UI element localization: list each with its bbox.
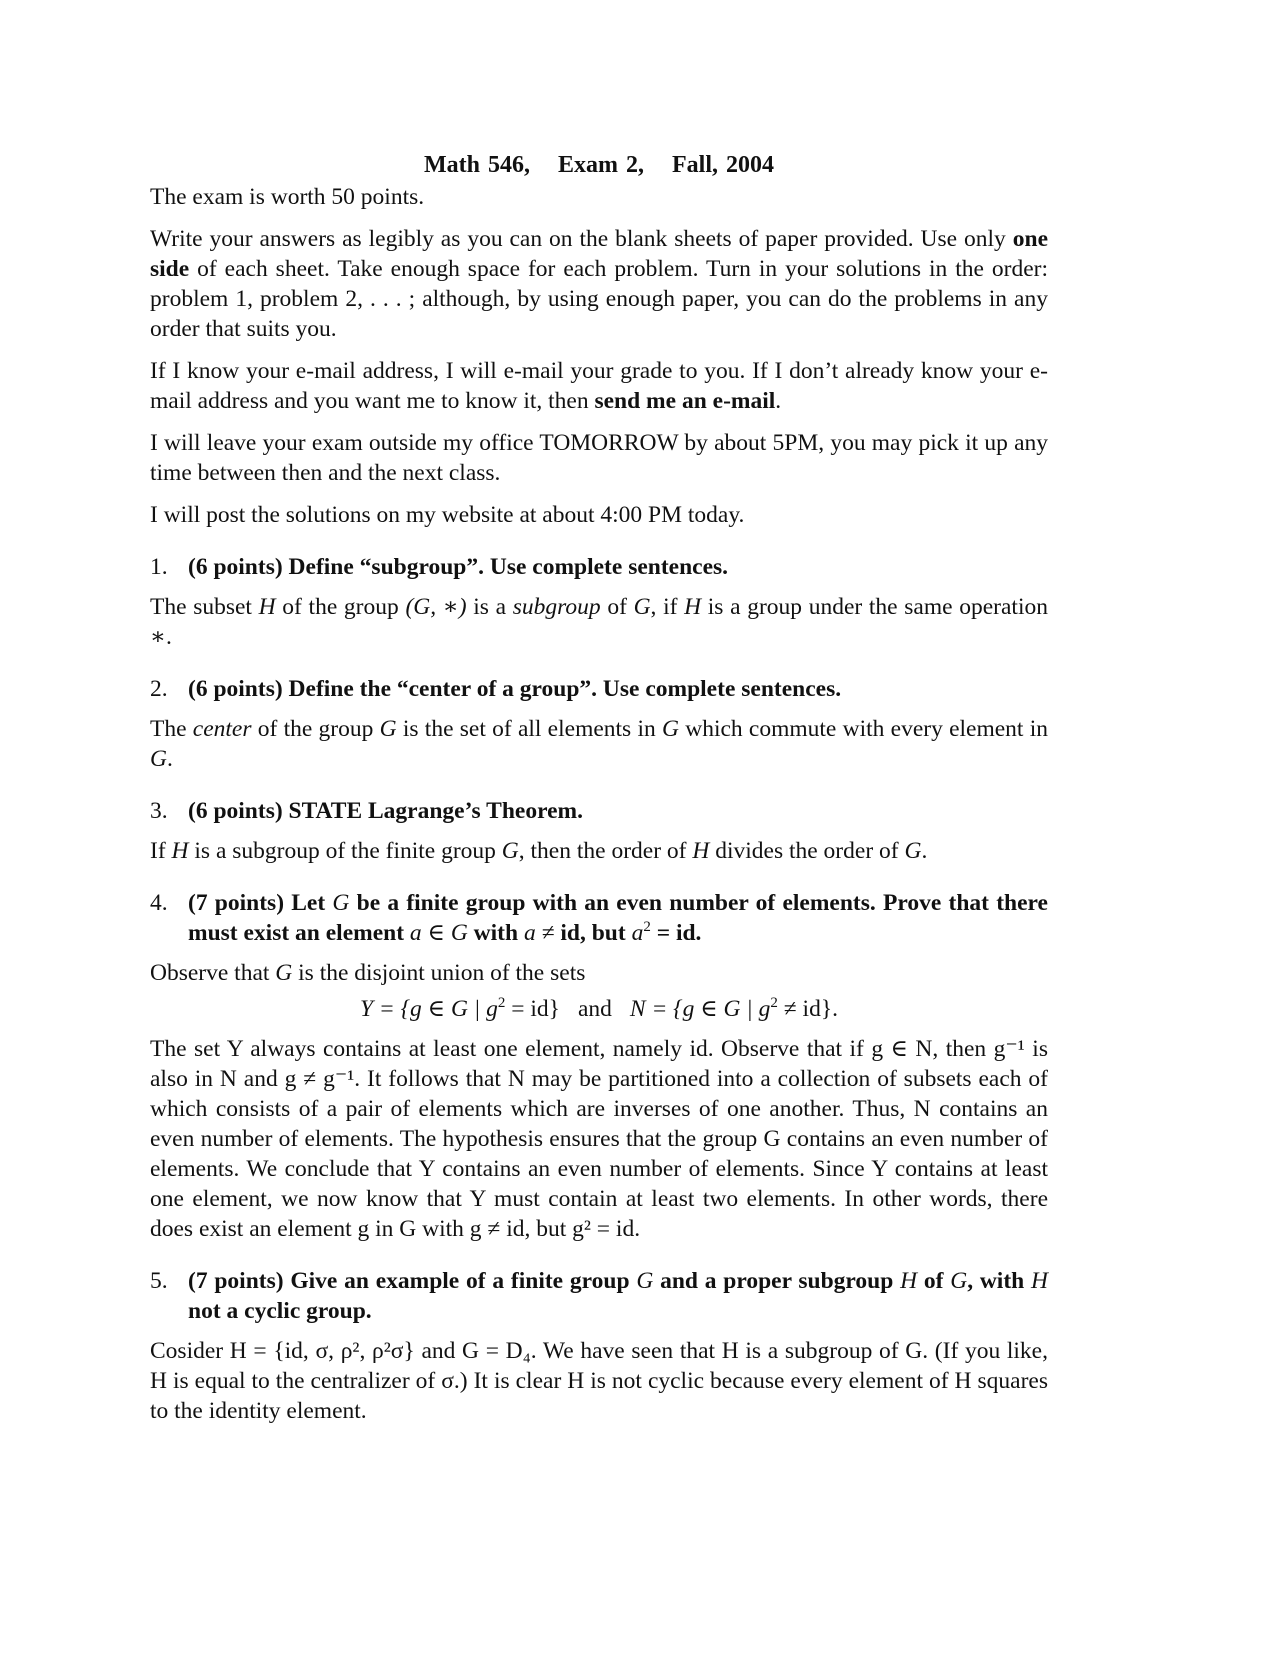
exponent: 2 bbox=[770, 995, 778, 1012]
question-text: of bbox=[917, 1268, 951, 1294]
question-text: (7 points) Let bbox=[188, 890, 333, 916]
answer-text: The subset bbox=[150, 594, 259, 620]
problem-number: 3. bbox=[150, 798, 168, 824]
instructions-paragraph bbox=[150, 224, 1048, 344]
set-n-end: ≠ id}. bbox=[777, 996, 838, 1022]
problem-5-answer: Cosider H = {id, σ, ρ², ρ²σ} and G = D₄. We have seen that H is a subgroup of G. (If you like, H is equal to the centralizer of σ.) It is clear H is not cyclic because every element of H squares to the identity element. bbox=[150, 1338, 1048, 1424]
pickup-paragraph: I will leave your exam outside my office TOMORROW by about 5PM, you may pick it up any time between then and the next class. bbox=[150, 430, 1048, 486]
answer-text: of the group bbox=[275, 594, 406, 620]
instructions-text-a: Write your answers as legibly as you can on the blank sheets of paper provided. Use only bbox=[150, 226, 1013, 252]
math-var: H bbox=[900, 1268, 918, 1294]
question-text: , with bbox=[967, 1268, 1032, 1294]
problem-1-question bbox=[150, 552, 1048, 582]
answer-text: is a bbox=[466, 594, 513, 620]
math-var: H bbox=[684, 594, 702, 620]
answer-text: of the group bbox=[251, 716, 380, 742]
question-text: be a finite group with an even number of elements. Prove that there must exist an element bbox=[188, 890, 1048, 946]
math-var: a bbox=[631, 920, 644, 946]
exam-worth: The exam is worth 50 points. bbox=[150, 184, 425, 210]
math-var: G bbox=[275, 960, 293, 986]
math-var: G bbox=[950, 1268, 968, 1294]
problem-number: 2. bbox=[150, 676, 168, 702]
term-label: Fall, 2004 bbox=[672, 152, 774, 178]
instructions-bold: one side bbox=[150, 226, 1048, 282]
problem-3-question bbox=[150, 796, 1048, 826]
defined-term: center bbox=[192, 716, 252, 742]
answer-text: which commute with every element in bbox=[678, 716, 1048, 742]
solutions-paragraph: I will post the solutions on my website at about 4:00 PM today. bbox=[150, 502, 745, 528]
set-y-end: = id} bbox=[505, 996, 560, 1022]
problem-4-sets-display bbox=[150, 994, 1048, 1024]
problem-5-question bbox=[150, 1266, 1048, 1326]
answer-text: , then the order of bbox=[518, 838, 693, 864]
problem-2-question bbox=[150, 674, 1048, 704]
math-var: G bbox=[633, 594, 651, 620]
page-title bbox=[150, 150, 1048, 180]
answer-text: is a subgroup of the finite group bbox=[188, 838, 502, 864]
problem-3-answer bbox=[150, 836, 1048, 866]
math-var: (G, ∗) bbox=[405, 594, 467, 620]
math-var: H bbox=[1031, 1268, 1048, 1294]
email-bold: send me an e-mail bbox=[594, 388, 776, 414]
exponent: 2 bbox=[643, 919, 651, 936]
math-var: G bbox=[379, 716, 397, 742]
math-var: G bbox=[332, 890, 350, 916]
answer-text: Observe that bbox=[150, 960, 276, 986]
answer-text: The bbox=[150, 716, 193, 742]
problem-text: (6 points) Define “subgroup”. Use complete sentences. bbox=[188, 554, 729, 580]
problem-1-answer bbox=[150, 592, 1048, 652]
question-text: not a cyclic group. bbox=[188, 1298, 372, 1324]
math-var: G bbox=[150, 746, 167, 772]
math-var: H bbox=[171, 838, 189, 864]
math-var: H bbox=[692, 838, 710, 864]
problem-number: 5. bbox=[150, 1268, 168, 1294]
math-var: a ≠ bbox=[523, 920, 555, 946]
course-label: Math 546, bbox=[424, 152, 530, 178]
email-paragraph bbox=[150, 356, 1048, 416]
math-var: G bbox=[636, 1268, 654, 1294]
answer-text: is the set of all elements in bbox=[396, 716, 662, 742]
email-text-b: . bbox=[775, 388, 782, 414]
instructions-text-b: of each sheet. Take enough space for each problem. Turn in your solutions in the order: problem 1, problem 2, . . . ; although, by using enough paper, you can do the problems in any order that suits you. bbox=[150, 256, 1048, 342]
exam-page bbox=[150, 150, 1048, 1426]
exponent: 2 bbox=[497, 995, 506, 1012]
problem-text: (6 points) Define the “center of a group”. Use complete sentences. bbox=[188, 676, 842, 702]
math-var: a ∈ G bbox=[409, 920, 468, 946]
email-text-a: If I know your e-mail address, I will e-mail your grade to you. If I don’t already know your e-mail address and you want me to know it, then bbox=[150, 358, 1048, 414]
math-var: G bbox=[904, 838, 922, 864]
problem-text bbox=[188, 888, 1048, 948]
answer-text: . bbox=[921, 838, 928, 864]
math-var: G bbox=[662, 716, 679, 742]
answer-text: . bbox=[166, 746, 173, 772]
question-text: with bbox=[467, 920, 524, 946]
question-text: = id. bbox=[650, 920, 702, 946]
defined-term: subgroup bbox=[512, 594, 601, 620]
answer-text: , if bbox=[650, 594, 685, 620]
problem-text: (6 points) STATE Lagrange’s Theorem. bbox=[188, 798, 583, 824]
problem-text bbox=[188, 1266, 1048, 1326]
math-var: H bbox=[258, 594, 276, 620]
exam-label: Exam 2, bbox=[558, 152, 644, 178]
answer-text: divides the order of bbox=[709, 838, 905, 864]
math-var: G bbox=[501, 838, 519, 864]
answer-text: is a group under the same operation ∗. bbox=[150, 594, 1048, 650]
answer-text: of bbox=[600, 594, 634, 620]
question-text: (7 points) Give an example of a finite group bbox=[188, 1268, 637, 1294]
set-n: N = {g ∈ G | g bbox=[629, 996, 771, 1022]
problem-number: 4. bbox=[150, 890, 168, 916]
set-y: Y = {g ∈ G | g bbox=[359, 996, 498, 1022]
problem-number: 1. bbox=[150, 554, 168, 580]
problem-4-question bbox=[150, 888, 1048, 948]
problem-4-proof: The set Y always contains at least one element, namely id. Observe that if g ∈ N, then g⁻¹ is also in N and g ≠ g⁻¹. It follows that N may be partitioned into a collection of subsets each of which consists of a pair of elements which are inverses of one another. Thus, N contains an even number of elements. The hypothesis ensures that the group G contains an even number of elements. We conclude that Y contains an even number of elements. Since Y contains at least one element, we now know that Y must contain at least two elements. In other words, there does exist an element g in G with g ≠ id, but g² = id. bbox=[150, 1036, 1048, 1242]
question-text: and a proper subgroup bbox=[653, 1268, 901, 1294]
question-text: id, but bbox=[554, 920, 632, 946]
and-word: and bbox=[577, 996, 612, 1022]
answer-text: is the disjoint union of the sets bbox=[292, 960, 586, 986]
answer-text: If bbox=[150, 838, 172, 864]
problem-4-observe bbox=[150, 958, 1048, 988]
problem-2-answer bbox=[150, 714, 1048, 774]
